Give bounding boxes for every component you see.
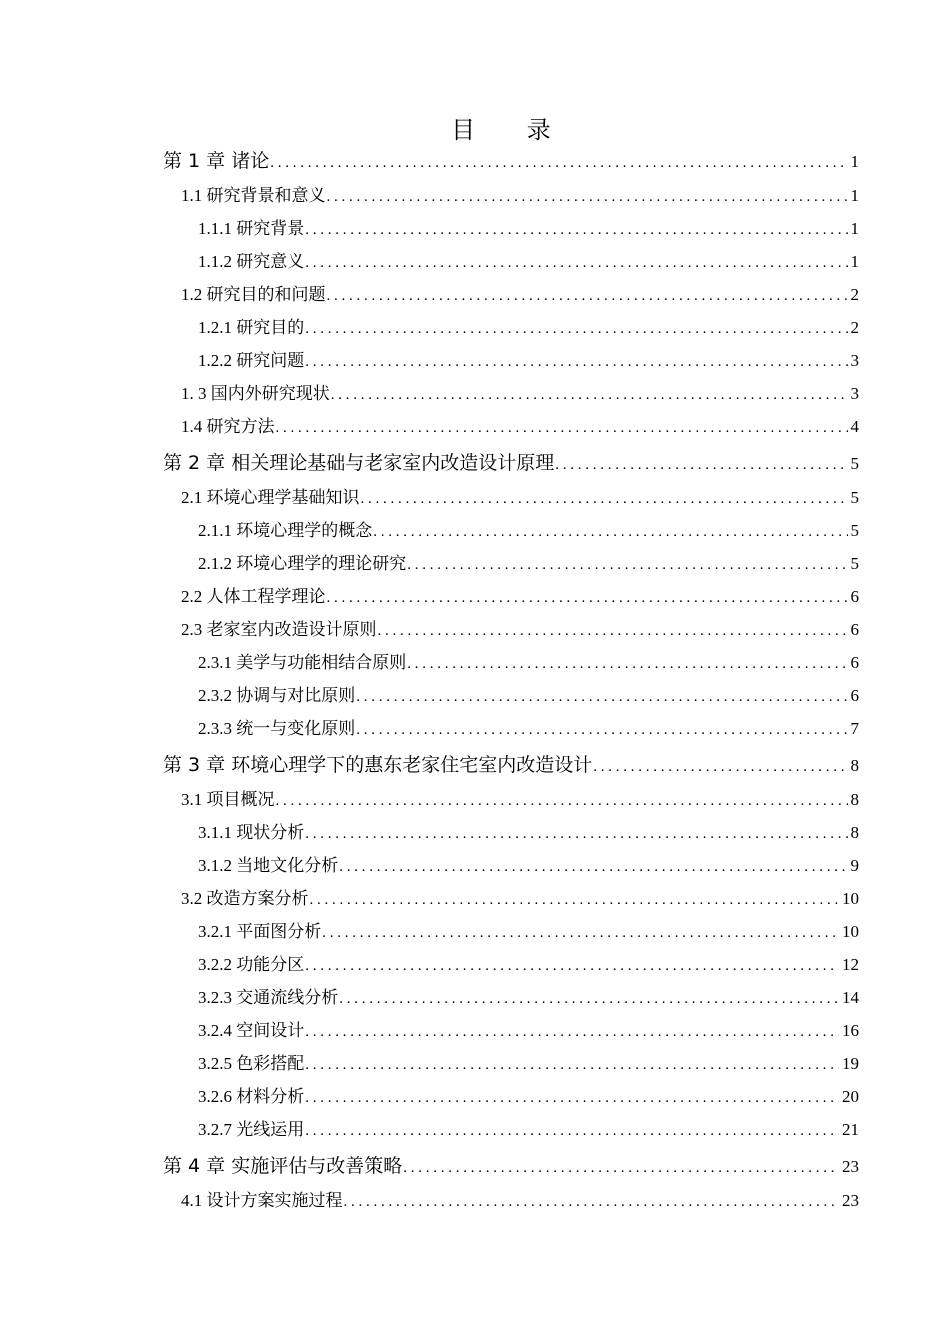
toc-entry-label: 3.2.4 空间设计: [198, 1021, 305, 1040]
dot-leader: [327, 288, 848, 305]
toc-entry-label: 1. 3 国内外研究现状: [181, 384, 330, 403]
toc-entry-page-number: 12: [842, 955, 859, 974]
toc-entry[interactable]: [198, 549, 859, 574]
dot-leader: [305, 255, 847, 272]
toc-entry-page-number: 8: [850, 790, 859, 809]
toc-entry[interactable]: [181, 615, 859, 640]
toc-entry-label: 1.2 研究目的和问题: [181, 285, 326, 304]
dot-leader: [305, 321, 847, 338]
toc-entry-label: 1.1.1 研究背景: [198, 219, 305, 238]
dot-leader: [593, 759, 847, 776]
dot-leader: [407, 557, 847, 574]
toc-entry[interactable]: [181, 483, 859, 508]
toc-entry-page-number: 6: [850, 686, 859, 705]
toc-entry-label: 1.2.1 研究目的: [198, 318, 305, 337]
toc-entry[interactable]: [181, 884, 859, 909]
toc-entry-page-number: 4: [850, 417, 859, 436]
toc-entry[interactable]: [198, 247, 859, 272]
toc-entry-label: 3.2.5 色彩搭配: [198, 1054, 305, 1073]
toc-entry[interactable]: [163, 146, 859, 173]
toc-entry-page-number: 2: [850, 318, 859, 337]
dot-leader: [305, 826, 847, 843]
toc-entry-page-number: 10: [842, 922, 859, 941]
toc-entry-label: 2.3.1 美学与功能相结合原则: [198, 653, 407, 672]
toc-entry-label: 4.1 设计方案实施过程: [181, 1191, 343, 1210]
toc-entry-page-number: 1: [850, 186, 859, 205]
dot-leader: [344, 1194, 840, 1211]
toc-entry[interactable]: [198, 648, 859, 673]
toc-entry-label: 2.2 人体工程学理论: [181, 587, 326, 606]
toc-entry-label: 3.2.6 材料分析: [198, 1087, 305, 1106]
toc-entry[interactable]: [198, 346, 859, 371]
toc-entry-page-number: 5: [850, 454, 859, 473]
toc-entry-page-number: 5: [850, 521, 859, 540]
toc-title: 目 录: [451, 116, 573, 144]
toc-entry[interactable]: [198, 516, 859, 541]
toc-entry-page-number: 3: [850, 351, 859, 370]
toc-entry-label: 2.3.2 协调与对比原则: [198, 686, 356, 705]
toc-entry-page-number: 1: [850, 152, 859, 171]
dot-leader: [305, 1024, 839, 1041]
toc-entry-page-number: 23: [842, 1157, 859, 1176]
dot-leader: [339, 859, 847, 876]
dot-leader: [361, 491, 848, 508]
toc-entry-label: 3.1.2 当地文化分析: [198, 856, 339, 875]
toc-entry[interactable]: [198, 818, 859, 843]
toc-entry-page-number: 19: [842, 1054, 859, 1073]
toc-entry[interactable]: [181, 582, 859, 607]
toc-entry[interactable]: [181, 1186, 859, 1211]
dot-leader: [305, 1123, 839, 1140]
toc-entry-label: 2.3.3 统一与变化原则: [198, 719, 356, 738]
dot-leader: [305, 1057, 839, 1074]
toc-entry[interactable]: [198, 1082, 859, 1107]
toc-entry-page-number: 6: [850, 587, 859, 606]
toc-entry-label: 1.1.2 研究意义: [198, 252, 305, 271]
dot-leader: [276, 420, 848, 437]
toc-entry[interactable]: [181, 280, 859, 305]
toc-entry-page-number: 1: [850, 219, 859, 238]
toc-entry[interactable]: [198, 1016, 859, 1041]
toc-entry[interactable]: [181, 181, 859, 206]
toc-entry-label: 1.1 研究背景和意义: [181, 186, 326, 205]
toc-entry-page-number: 21: [842, 1120, 859, 1139]
dot-leader: [270, 155, 847, 172]
dot-leader: [322, 925, 839, 942]
toc-entry-label: 3.2.3 交通流线分析: [198, 988, 339, 1007]
toc-entry[interactable]: [181, 379, 859, 404]
toc-entry-label: 3.1 项目概况: [181, 790, 275, 809]
toc-entry-label: 3.2.2 功能分区: [198, 955, 305, 974]
toc-entry-label: 第 1 章 诸论: [163, 150, 270, 172]
toc-entry-label: 2.1.1 环境心理学的概念: [198, 521, 373, 540]
dot-leader: [276, 793, 848, 810]
toc-entry-label: 3.2.7 光线运用: [198, 1120, 305, 1139]
dot-leader: [373, 524, 847, 541]
toc-entry-page-number: 5: [850, 554, 859, 573]
toc-entry-label: 1.2.2 研究问题: [198, 351, 305, 370]
toc-entry[interactable]: [198, 851, 859, 876]
toc-entry[interactable]: [198, 714, 859, 739]
toc-entry[interactable]: [181, 412, 859, 437]
toc-entry-label: 2.3 老家室内改造设计原则: [181, 620, 377, 639]
toc-entry[interactable]: [198, 950, 859, 975]
dot-leader: [305, 222, 847, 239]
toc-entry-page-number: 3: [850, 384, 859, 403]
dot-leader: [310, 892, 840, 909]
toc-entry-page-number: 7: [850, 719, 859, 738]
dot-leader: [305, 1090, 839, 1107]
toc-entry[interactable]: [198, 313, 859, 338]
toc-entry-page-number: 23: [842, 1191, 859, 1210]
toc-entry-page-number: 20: [842, 1087, 859, 1106]
toc-entry-label: 第 4 章 实施评估与改善策略: [163, 1155, 403, 1177]
toc-entry[interactable]: [198, 1049, 859, 1074]
dot-leader: [403, 1160, 839, 1177]
dot-leader: [305, 354, 847, 371]
toc-entry-page-number: 5: [850, 488, 859, 507]
toc-entry[interactable]: [198, 1115, 859, 1140]
toc-entry[interactable]: [181, 785, 859, 810]
dot-leader: [356, 722, 847, 739]
toc-entry-page-number: 6: [850, 653, 859, 672]
toc-entry-page-number: 16: [842, 1021, 859, 1040]
toc-entry-label: 3.2.1 平面图分析: [198, 922, 322, 941]
toc-entry-page-number: 2: [850, 285, 859, 304]
toc-entry[interactable]: [163, 750, 859, 777]
toc-entry-page-number: 8: [850, 756, 859, 775]
toc-entry[interactable]: [163, 448, 859, 475]
dot-leader: [555, 457, 847, 474]
toc-entry[interactable]: [198, 681, 859, 706]
toc-entry[interactable]: [163, 1151, 859, 1178]
dot-leader: [331, 387, 848, 404]
toc-entry-label: 第 2 章 相关理论基础与老家室内改造设计原理: [163, 452, 555, 474]
dot-leader: [378, 623, 848, 640]
dot-leader: [339, 991, 839, 1008]
dot-leader: [407, 656, 847, 673]
toc-entry-label: 2.1.2 环境心理学的理论研究: [198, 554, 407, 573]
toc-entry[interactable]: [198, 983, 859, 1008]
dot-leader: [356, 689, 847, 706]
toc-entry-label: 2.1 环境心理学基础知识: [181, 488, 360, 507]
toc-entry[interactable]: [198, 917, 859, 942]
toc-entry-label: 第 3 章 环境心理学下的惠东老家住宅室内改造设计: [163, 754, 593, 776]
toc-entry[interactable]: [198, 214, 859, 239]
toc-entry-label: 3.2 改造方案分析: [181, 889, 309, 908]
toc-entry-label: 3.1.1 现状分析: [198, 823, 305, 842]
toc-entry-page-number: 14: [842, 988, 859, 1007]
toc-entry-page-number: 8: [850, 823, 859, 842]
toc-entry-page-number: 10: [842, 889, 859, 908]
dot-leader: [305, 958, 839, 975]
toc-entry-page-number: 6: [850, 620, 859, 639]
toc-entry-page-number: 1: [850, 252, 859, 271]
dot-leader: [327, 590, 848, 607]
toc-entry-page-number: 9: [850, 856, 859, 875]
dot-leader: [327, 189, 848, 206]
toc-entry-label: 1.4 研究方法: [181, 417, 275, 436]
